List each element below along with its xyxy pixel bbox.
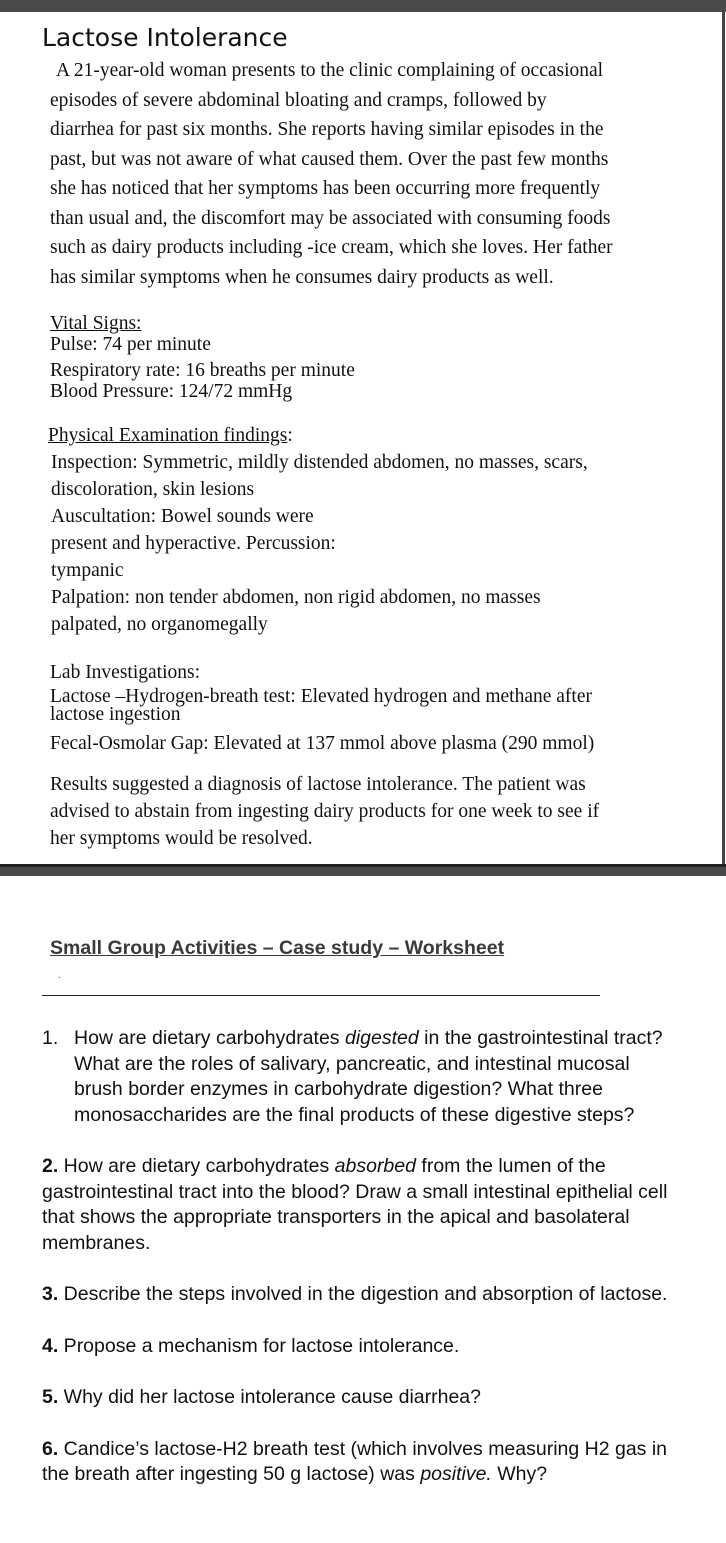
exam-line: present and hyperactive. Percussion: [51, 533, 336, 554]
exam-line: discoloration, skin lesions [51, 479, 255, 500]
question-text-part: in the gastrointestinal tract? What are the roles of salivary, pancreatic, and intestinal mucosal brush border enzymes in carbohydrate digestion? What three monosaccharides are the final products of these digestive steps? [74, 1027, 663, 1126]
physical-exam-heading-colon: : [287, 425, 293, 446]
vital-signs-section [50, 313, 355, 402]
question-number: 3. [42, 1283, 59, 1305]
physical-exam-heading-text: Physical Examination findings [48, 425, 288, 446]
lab-breath-test-line1: Lactose –Hydrogen-breath test: Elevated hydrogen and methane after [50, 686, 592, 707]
exam-line: Palpation: non tender abdomen, non rigid abdomen, no masses [51, 587, 541, 608]
result-line: Results suggested a diagnosis of lactose intolerance. The patient was [50, 774, 586, 795]
question-3 [42, 1282, 682, 1308]
page-title: Lactose Intolerance [42, 23, 288, 52]
question-text-part: How are dietary carbohydrates [74, 1027, 345, 1049]
question-text-part: Candice’s lactose-H2 breath test (which involves measuring H2 gas in the breath after ingesting 50 g lactose) was [42, 1437, 668, 1485]
question-number: 6. [42, 1437, 59, 1460]
result-line: advised to abstain from ingesting dairy products for one week to see if [50, 801, 600, 822]
question-text: Why did her lactose intolerance cause diarrhea? [58, 1386, 482, 1408]
lab-breath-test-line2: lactose ingestion [50, 704, 181, 725]
question-emphasis: absorbed [334, 1155, 416, 1177]
worksheet-title: Small Group Activities – Case study – Worksheet [50, 937, 505, 959]
physical-exam-heading [48, 422, 668, 449]
worksheet-rule [42, 995, 600, 996]
case-page [0, 12, 725, 864]
vital-respiratory-rate: Respiratory rate: 16 breaths per minute [50, 360, 355, 381]
case-description [50, 56, 675, 292]
question-list [42, 1026, 682, 1488]
lab-investigations-section [50, 663, 690, 754]
case-line: episodes of severe abdominal bloating and cramps, followed by [50, 89, 547, 111]
question-number: 1. [42, 1027, 59, 1049]
physical-exam-section [48, 422, 668, 638]
case-line: than usual and, the discomfort may be associated with consuming foods [50, 207, 611, 229]
question-text-part: from the lumen of the gastrointestinal tract into the blood? Draw a small intestinal epithelial cell that shows the appropriate transporters in the apical and basolateral membranes. [42, 1155, 668, 1254]
case-line: such as dairy products including -ice cream, which she loves. Her father [50, 237, 613, 258]
question-2 [42, 1154, 682, 1256]
question-6 [42, 1437, 682, 1488]
question-emphasis: positive. [420, 1463, 492, 1485]
question-emphasis: digested [344, 1027, 419, 1049]
page-divider [0, 864, 726, 876]
result-line: her symptoms would be resolved. [50, 828, 313, 849]
question-text-part: Why? [491, 1463, 548, 1485]
exam-line: Inspection: Symmetric, mildly distended abdomen, no masses, scars, [51, 452, 588, 473]
exam-line: tympanic [51, 560, 124, 581]
question-text: Propose a mechanism for lactose intolerance. [58, 1334, 460, 1357]
lab-heading: Lab Investigations: [50, 662, 201, 683]
case-line: she has noticed that her symptoms has been occurring more frequently [50, 178, 601, 199]
vital-signs-heading: Vital Signs: [50, 313, 142, 334]
question-text [74, 1026, 682, 1128]
question-number: 4. [42, 1334, 59, 1357]
vital-blood-pressure: Blood Pressure: 124/72 mmHg [50, 381, 293, 402]
case-line [50, 56, 675, 86]
question-1 [42, 1026, 682, 1128]
case-line-text: A 21-year-old woman presents to the clinic complaining of occasional [56, 60, 604, 81]
question-4 [42, 1334, 682, 1360]
exam-line: Auscultation: Bowel sounds were [51, 506, 314, 527]
question-text-part: How are dietary carbohydrates [58, 1155, 335, 1177]
question-5 [42, 1385, 682, 1411]
case-line: diarrhea for past six months. She reports having similar episodes in the [50, 119, 604, 140]
case-line: past, but was not aware of what caused them. Over the past few months [50, 148, 609, 170]
vital-pulse: Pulse: 74 per minute [50, 334, 211, 355]
case-line: has similar symptoms when he consumes dairy products as well. [50, 266, 554, 288]
lab-fecal-osmolar-gap: Fecal-Osmolar Gap: Elevated at 137 mmol above plasma (290 mmol) [50, 733, 595, 754]
exam-line: palpated, no organomegally [51, 614, 268, 635]
top-page-border [0, 0, 726, 12]
question-number: 5. [42, 1386, 59, 1408]
question-text: Describe the steps involved in the digestion and absorption of lactose. [58, 1283, 668, 1305]
result-section [50, 771, 670, 852]
worksheet-dot: . [58, 970, 61, 981]
question-number: 2. [42, 1155, 59, 1177]
